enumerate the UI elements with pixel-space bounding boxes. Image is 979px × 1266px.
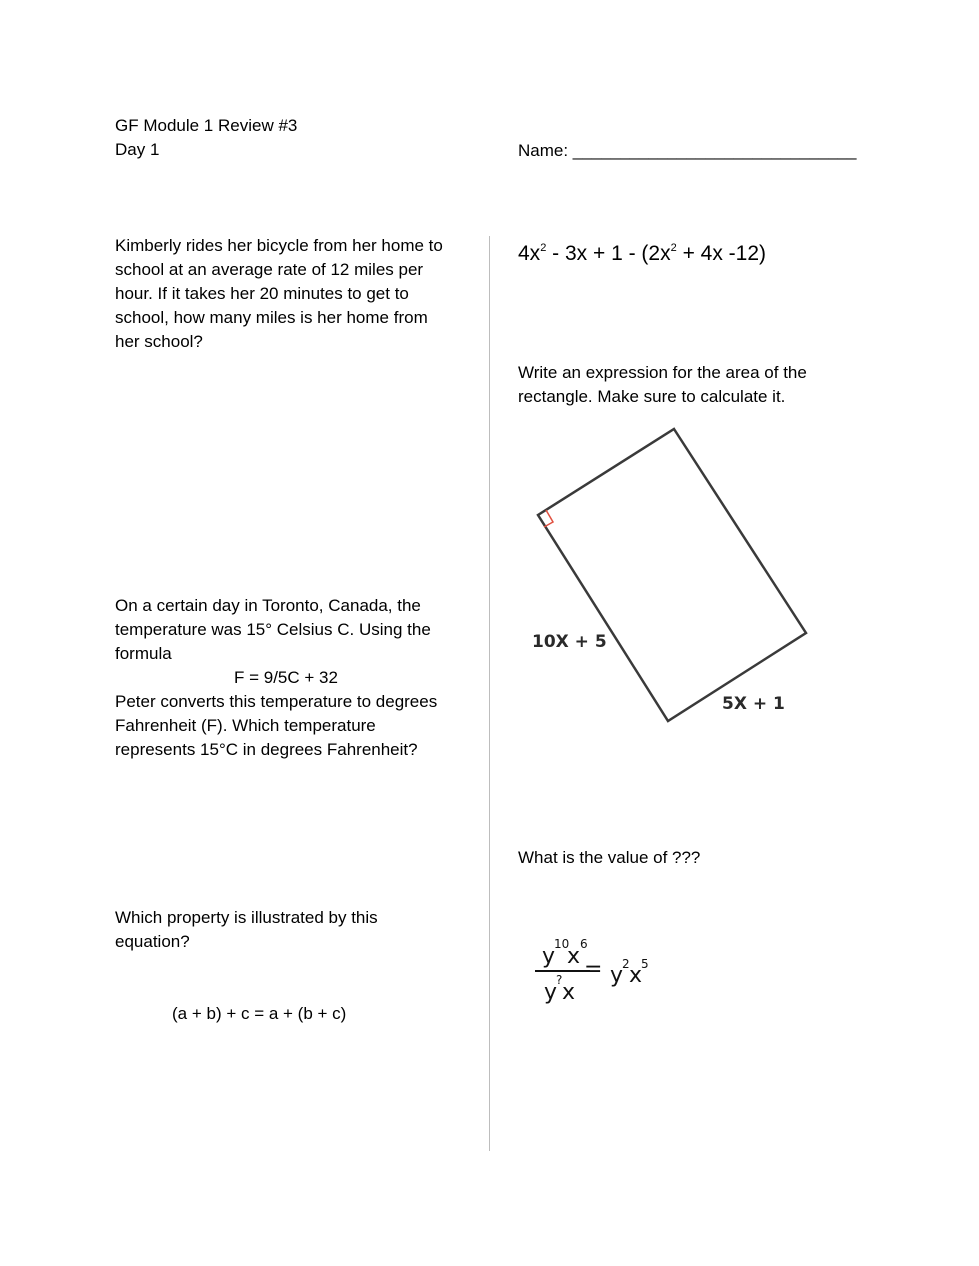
side-label-short: 5X + 1: [722, 694, 785, 714]
denominator-exponent-unknown: ?: [556, 973, 563, 987]
expr-term-b: - 3x + 1 - (2x: [546, 242, 671, 265]
question-value: What is the value of ???: [518, 848, 701, 867]
document-title: GF Module 1 Review #3: [115, 116, 298, 135]
result-base-y: y: [610, 963, 624, 988]
numerator-exponent-10: 10: [554, 937, 570, 951]
temperature-formula: F = 9/5C + 32: [234, 668, 338, 687]
question-temperature-intro: On a certain day in Toronto, Canada, the temperature was 15° Celsius C. Using the formula: [115, 596, 431, 663]
day-label: Day 1: [115, 140, 160, 159]
numerator-base-y: y: [542, 944, 556, 969]
associative-equation: (a + b) + c = a + (b + c): [172, 1004, 347, 1023]
question-area: Write an expression for the area of the rectangle. Make sure to calculate it.: [518, 363, 807, 406]
numerator-base-x: x: [567, 944, 581, 969]
expr-term-c: + 4x -12): [676, 242, 767, 265]
denominator-base-y: y: [544, 980, 558, 1005]
result-base-x: x: [629, 963, 643, 988]
numerator-exponent-6: 6: [580, 937, 588, 951]
denominator-base-x: x: [562, 980, 576, 1005]
side-label-long: 10X + 5: [532, 632, 607, 652]
question-temperature-rest: Peter converts this temperature to degrees Fahrenheit (F). Which temperature represents 15°C in degrees Fahrenheit?: [115, 692, 438, 759]
expr-term-a: 4x: [518, 242, 541, 265]
equals-sign: =: [584, 957, 603, 982]
name-field[interactable]: Name: ______________________________: [518, 141, 857, 160]
result-exponent-5: 5: [641, 957, 649, 971]
result-exponent-2: 2: [622, 957, 630, 971]
expr-exponent-2: 2: [670, 242, 677, 254]
expr-exponent-1: 2: [540, 242, 547, 254]
question-property: Which property is illustrated by this equation?: [115, 908, 378, 951]
question-bicycle: Kimberly rides her bicycle from her home to school at an average rate of 12 miles per hour. If it takes her 20 minutes to get to school, how many miles is her home from her school?: [115, 236, 443, 351]
